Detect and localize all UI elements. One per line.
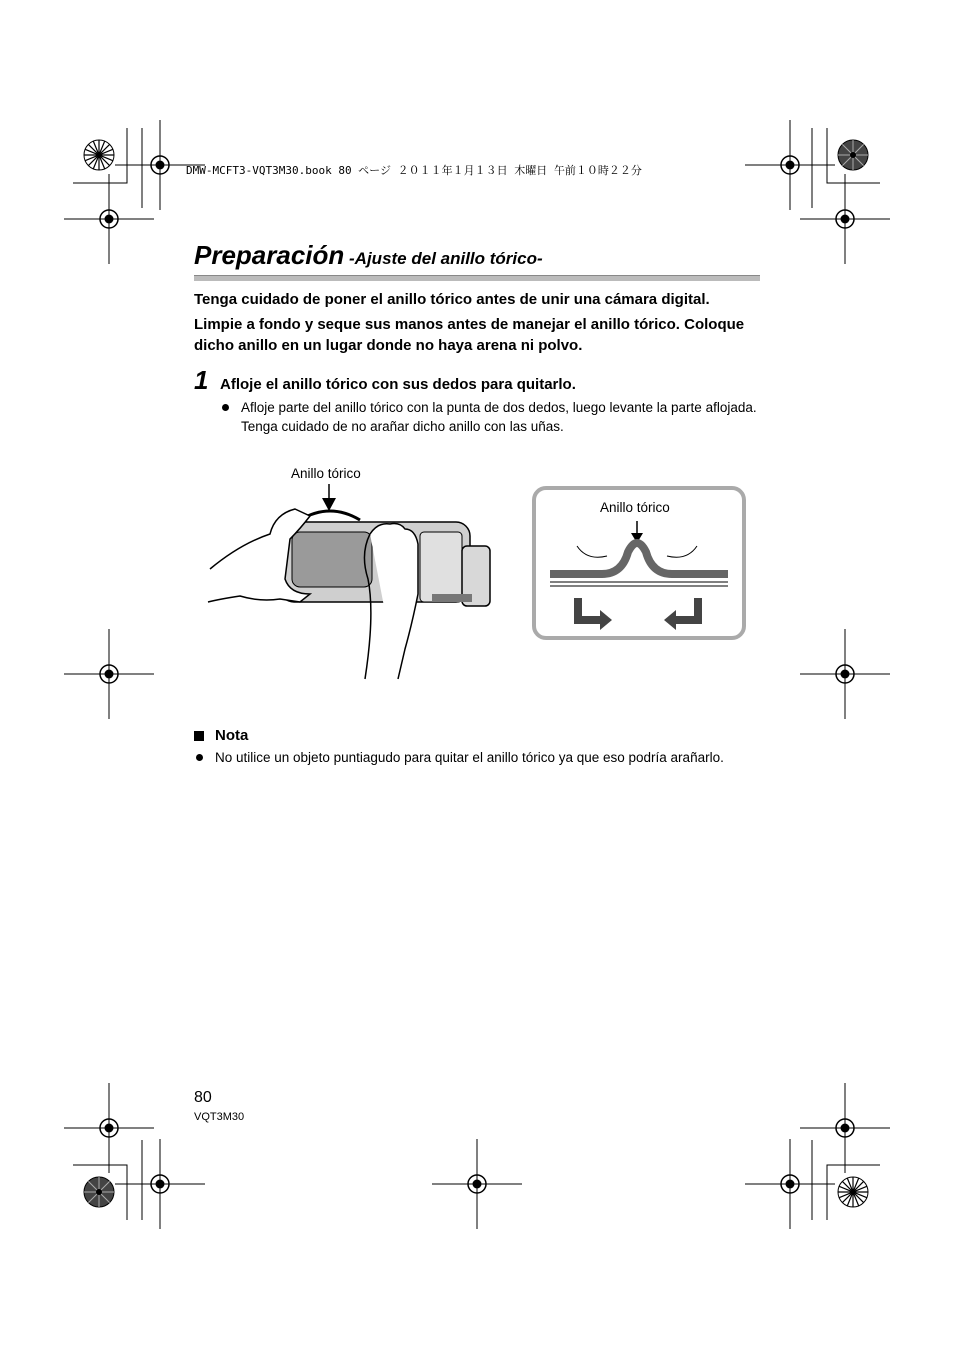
nota-heading: Nota (215, 727, 249, 744)
title-subtitle: -Ajuste del anillo tórico- (344, 249, 543, 268)
intro-warning: Tenga cuidado de poner el anillo tórico antes de unir una cámara digital. (194, 291, 710, 308)
step-bullet-text: Afloje parte del anillo tórico con la punta de dos dedos, luego levante la parte aflojada. Tenga cuidado de no arañar dicho anillo con las uñas. (241, 400, 757, 434)
figure-right-label: Anillo tórico (600, 500, 670, 515)
step-bullet-dot (222, 404, 229, 411)
page-title (194, 240, 543, 271)
housing-illustration (200, 484, 510, 684)
nota-bullet-text: No utilice un objeto puntiagudo para quitar el anillo tórico ya que eso podría arañarlo. (215, 750, 724, 765)
figure-left-label: Anillo tórico (291, 466, 361, 481)
intro-cleaning: Limpie a fondo y seque sus manos antes de manejar el anillo tórico. Coloque dicho anillo en un lugar donde no haya arena ni polvo. (194, 316, 745, 354)
title-main: Preparación (194, 240, 345, 270)
document-code: VQT3M30 (194, 1111, 245, 1123)
nota-bullet-dot (196, 754, 203, 761)
title-rule (194, 275, 760, 281)
nota-square-icon (194, 731, 204, 741)
step-instruction: Afloje el anillo tórico con sus dedos para quitarlo. (220, 376, 576, 393)
page-number: 80 (194, 1089, 212, 1106)
step-number: 1 (194, 365, 209, 395)
print-header-line: DMW-MCFT3-VQT3M30.book 80 ページ ２０１１年１月１３日 木曜日 午前１０時２２分 (186, 164, 642, 177)
